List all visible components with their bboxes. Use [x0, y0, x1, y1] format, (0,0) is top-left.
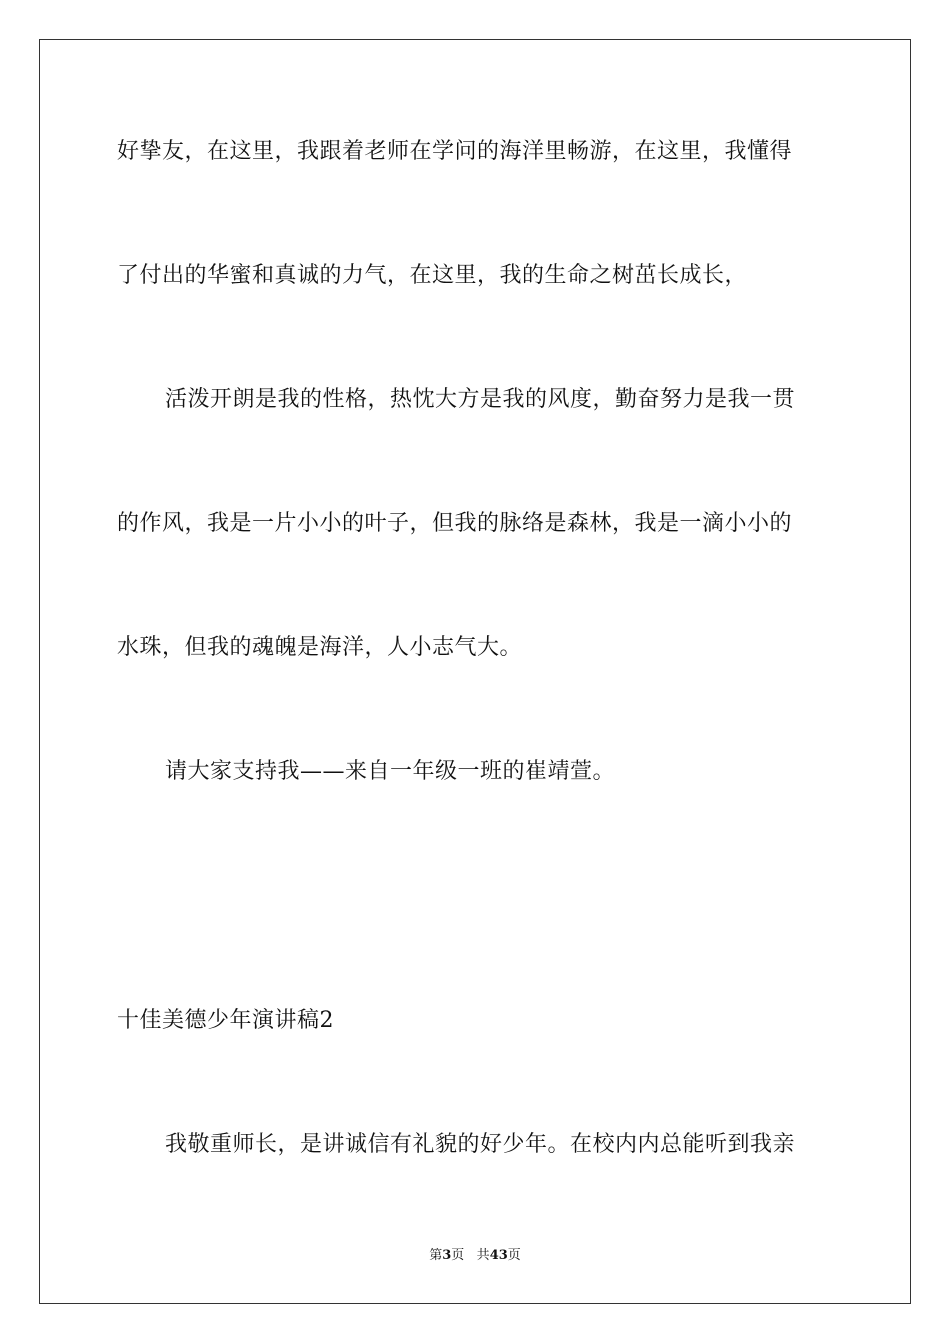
total-prefix: 共: [476, 1248, 490, 1263]
text-line-6: 请大家支持我——来自一年级一班的崔靖萱。: [165, 759, 616, 784]
page-suffix: 页: [451, 1248, 465, 1263]
total-suffix: 页: [507, 1248, 521, 1263]
text-line-1: 好挚友，在这里，我跟着老师在学问的海洋里畅游，在这里，我懂得: [117, 139, 793, 164]
text-line-5: 水珠，但我的魂魄是海洋，人小志气大。: [117, 635, 523, 660]
text-line-3: 活泼开朗是我的性格，热忱大方是我的风度，勤奋努力是我一贯: [165, 387, 796, 412]
text-line-7: 我敬重师长，是讲诚信有礼貌的好少年。在校内内总能听到我亲: [165, 1132, 796, 1157]
page-number: 3: [442, 1248, 452, 1263]
section-heading: 十佳美德少年演讲稿2: [117, 1008, 334, 1033]
page-footer: [0, 1248, 950, 1264]
text-line-4: 的作风，我是一片小小的叶子，但我的脉络是森林，我是一滴小小的: [117, 511, 793, 536]
total-pages: 43: [489, 1248, 508, 1263]
page-border: [39, 39, 911, 1304]
page-prefix: 第: [429, 1248, 443, 1263]
text-line-2: 了付出的华蜜和真诚的力气，在这里，我的生命之树茁长成长，: [117, 263, 748, 288]
